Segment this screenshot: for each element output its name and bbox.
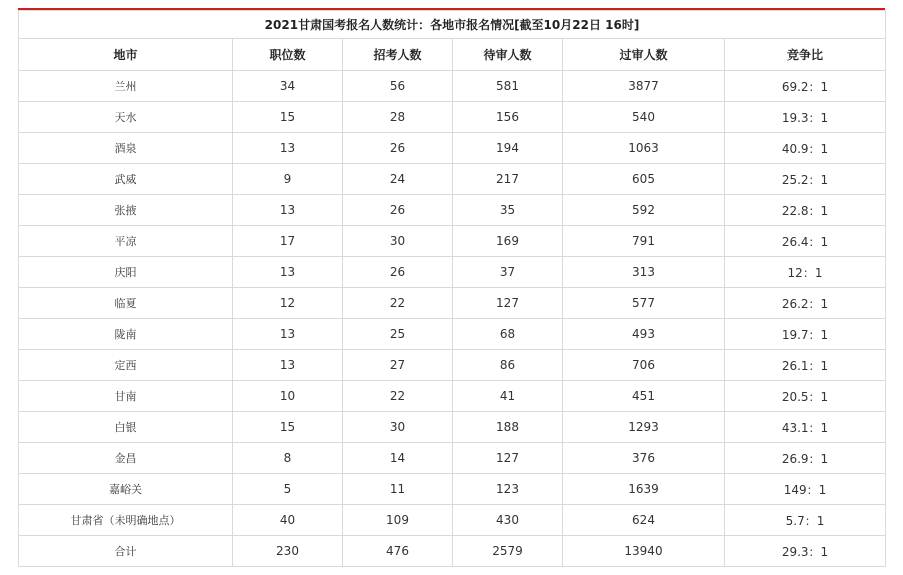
value-cell: 25.2：1 bbox=[725, 164, 886, 195]
value-cell: 17 bbox=[233, 226, 343, 257]
value-cell: 2579 bbox=[453, 536, 563, 567]
value-cell: 37 bbox=[453, 257, 563, 288]
table-title: 2021甘肃国考报名人数统计：各地市报名情况[截至10月22日 16时] bbox=[19, 11, 886, 39]
value-cell: 230 bbox=[233, 536, 343, 567]
value-cell: 19.7：1 bbox=[725, 319, 886, 350]
value-cell: 29.3：1 bbox=[725, 536, 886, 567]
value-cell: 13 bbox=[233, 133, 343, 164]
value-cell: 40 bbox=[233, 505, 343, 536]
city-cell: 平凉 bbox=[19, 226, 233, 257]
table-row bbox=[19, 195, 886, 226]
value-cell: 577 bbox=[563, 288, 725, 319]
value-cell: 26.1：1 bbox=[725, 350, 886, 381]
value-cell: 8 bbox=[233, 443, 343, 474]
column-header: 职位数 bbox=[233, 39, 343, 71]
table-row bbox=[19, 474, 886, 505]
value-cell: 540 bbox=[563, 102, 725, 133]
city-cell: 合计 bbox=[19, 536, 233, 567]
registration-stats-table bbox=[18, 10, 886, 567]
table-row bbox=[19, 443, 886, 474]
value-cell: 68 bbox=[453, 319, 563, 350]
value-cell: 26 bbox=[343, 133, 453, 164]
value-cell: 19.3：1 bbox=[725, 102, 886, 133]
value-cell: 156 bbox=[453, 102, 563, 133]
value-cell: 14 bbox=[343, 443, 453, 474]
value-cell: 376 bbox=[563, 443, 725, 474]
table-row bbox=[19, 412, 886, 443]
value-cell: 791 bbox=[563, 226, 725, 257]
table-row bbox=[19, 133, 886, 164]
city-cell: 酒泉 bbox=[19, 133, 233, 164]
table-row bbox=[19, 257, 886, 288]
value-cell: 26.4：1 bbox=[725, 226, 886, 257]
city-cell: 甘南 bbox=[19, 381, 233, 412]
value-cell: 1063 bbox=[563, 133, 725, 164]
column-header: 招考人数 bbox=[343, 39, 453, 71]
value-cell: 605 bbox=[563, 164, 725, 195]
value-cell: 217 bbox=[453, 164, 563, 195]
city-cell: 白银 bbox=[19, 412, 233, 443]
value-cell: 194 bbox=[453, 133, 563, 164]
value-cell: 12 bbox=[233, 288, 343, 319]
value-cell: 22 bbox=[343, 288, 453, 319]
value-cell: 24 bbox=[343, 164, 453, 195]
value-cell: 493 bbox=[563, 319, 725, 350]
value-cell: 592 bbox=[563, 195, 725, 226]
value-cell: 169 bbox=[453, 226, 563, 257]
value-cell: 581 bbox=[453, 71, 563, 102]
value-cell: 1293 bbox=[563, 412, 725, 443]
value-cell: 69.2：1 bbox=[725, 71, 886, 102]
table-row bbox=[19, 350, 886, 381]
column-header: 竞争比 bbox=[725, 39, 886, 71]
value-cell: 20.5：1 bbox=[725, 381, 886, 412]
value-cell: 9 bbox=[233, 164, 343, 195]
header-row bbox=[19, 39, 886, 71]
value-cell: 22 bbox=[343, 381, 453, 412]
city-cell: 张掖 bbox=[19, 195, 233, 226]
title-row bbox=[19, 11, 886, 39]
value-cell: 13 bbox=[233, 195, 343, 226]
table-row bbox=[19, 226, 886, 257]
value-cell: 15 bbox=[233, 412, 343, 443]
value-cell: 10 bbox=[233, 381, 343, 412]
city-cell: 兰州 bbox=[19, 71, 233, 102]
city-cell: 甘肃省（未明确地点） bbox=[19, 505, 233, 536]
value-cell: 12：1 bbox=[725, 257, 886, 288]
city-cell: 天水 bbox=[19, 102, 233, 133]
value-cell: 86 bbox=[453, 350, 563, 381]
table-row bbox=[19, 288, 886, 319]
value-cell: 127 bbox=[453, 443, 563, 474]
city-cell: 庆阳 bbox=[19, 257, 233, 288]
value-cell: 34 bbox=[233, 71, 343, 102]
table-row bbox=[19, 71, 886, 102]
value-cell: 451 bbox=[563, 381, 725, 412]
value-cell: 30 bbox=[343, 412, 453, 443]
table-row bbox=[19, 164, 886, 195]
city-cell: 金昌 bbox=[19, 443, 233, 474]
value-cell: 40.9：1 bbox=[725, 133, 886, 164]
value-cell: 3877 bbox=[563, 71, 725, 102]
value-cell: 1639 bbox=[563, 474, 725, 505]
value-cell: 430 bbox=[453, 505, 563, 536]
column-header: 地市 bbox=[19, 39, 233, 71]
value-cell: 127 bbox=[453, 288, 563, 319]
city-cell: 嘉峪关 bbox=[19, 474, 233, 505]
value-cell: 13940 bbox=[563, 536, 725, 567]
value-cell: 109 bbox=[343, 505, 453, 536]
value-cell: 476 bbox=[343, 536, 453, 567]
city-cell: 定西 bbox=[19, 350, 233, 381]
value-cell: 5 bbox=[233, 474, 343, 505]
value-cell: 188 bbox=[453, 412, 563, 443]
value-cell: 43.1：1 bbox=[725, 412, 886, 443]
value-cell: 26.9：1 bbox=[725, 443, 886, 474]
value-cell: 26.2：1 bbox=[725, 288, 886, 319]
table-row bbox=[19, 102, 886, 133]
value-cell: 27 bbox=[343, 350, 453, 381]
value-cell: 13 bbox=[233, 350, 343, 381]
value-cell: 28 bbox=[343, 102, 453, 133]
table-row bbox=[19, 536, 886, 567]
city-cell: 临夏 bbox=[19, 288, 233, 319]
value-cell: 15 bbox=[233, 102, 343, 133]
value-cell: 624 bbox=[563, 505, 725, 536]
value-cell: 706 bbox=[563, 350, 725, 381]
value-cell: 41 bbox=[453, 381, 563, 412]
table-body bbox=[19, 71, 886, 567]
value-cell: 22.8：1 bbox=[725, 195, 886, 226]
value-cell: 11 bbox=[343, 474, 453, 505]
table-row bbox=[19, 381, 886, 412]
value-cell: 123 bbox=[453, 474, 563, 505]
column-header: 过审人数 bbox=[563, 39, 725, 71]
city-cell: 武威 bbox=[19, 164, 233, 195]
value-cell: 30 bbox=[343, 226, 453, 257]
value-cell: 313 bbox=[563, 257, 725, 288]
value-cell: 13 bbox=[233, 257, 343, 288]
value-cell: 5.7：1 bbox=[725, 505, 886, 536]
value-cell: 26 bbox=[343, 195, 453, 226]
table-row bbox=[19, 505, 886, 536]
column-header: 待审人数 bbox=[453, 39, 563, 71]
value-cell: 149：1 bbox=[725, 474, 886, 505]
table-row bbox=[19, 319, 886, 350]
value-cell: 56 bbox=[343, 71, 453, 102]
value-cell: 13 bbox=[233, 319, 343, 350]
stats-table-container bbox=[18, 8, 885, 567]
value-cell: 35 bbox=[453, 195, 563, 226]
value-cell: 26 bbox=[343, 257, 453, 288]
value-cell: 25 bbox=[343, 319, 453, 350]
city-cell: 陇南 bbox=[19, 319, 233, 350]
